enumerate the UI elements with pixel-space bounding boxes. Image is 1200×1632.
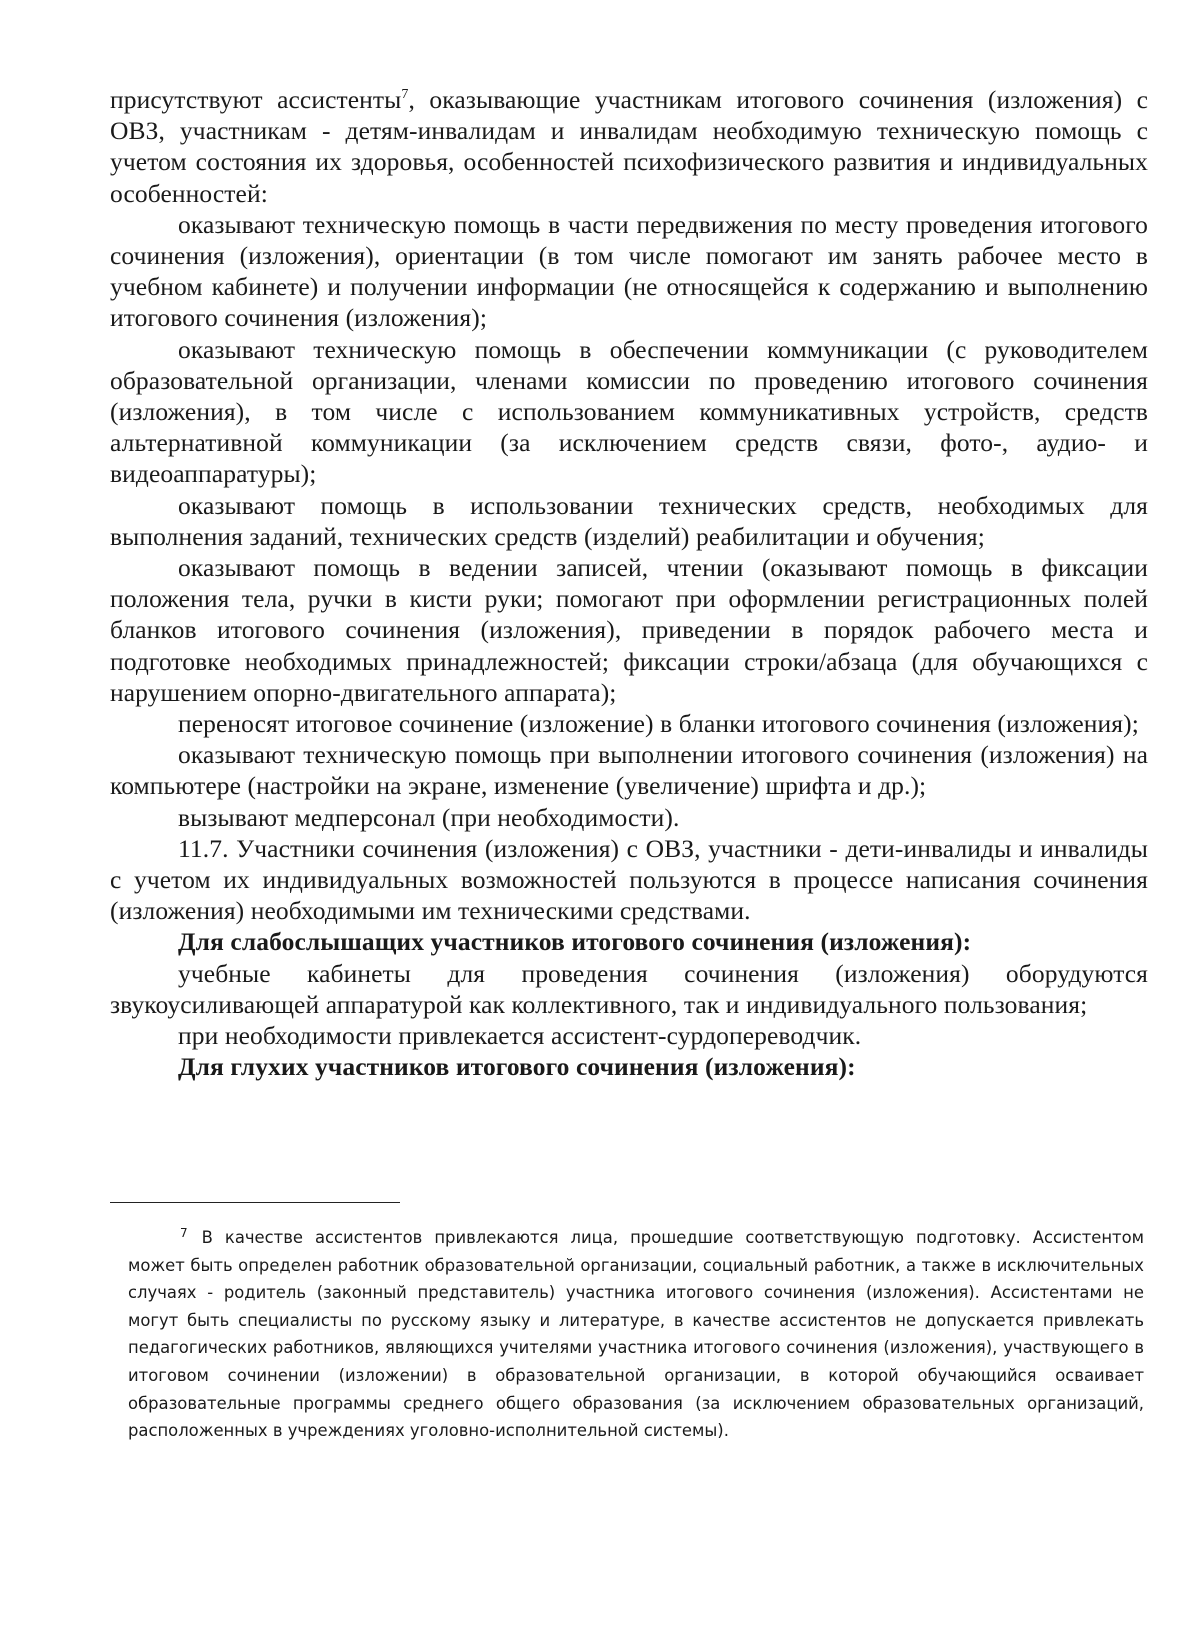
footnote-reference: 7	[401, 87, 409, 102]
paragraph-section-11-7: 11.7. Участники сочинения (изложения) с ОВЗ, участники - дети-инвалиды и инвалиды с учетом их индивидуальных возможностей пользуются в процессе написания сочинения (изложения) необходимыми им техническими средствами.	[110, 833, 1148, 926]
paragraph-transfer-essay: переносят итоговое сочинение (изложение) в бланки итогового сочинения (изложения);	[178, 709, 1139, 739]
footnote	[128, 1224, 1144, 1445]
document-body	[110, 84, 1148, 1083]
heading-hard-of-hearing: Для слабослышащих участников итогового сочинения (изложения):	[178, 927, 972, 957]
paragraph-assistants-intro	[110, 84, 1148, 209]
paragraph-text: , оказывающие участникам итогового сочинения (изложения) с ОВЗ, участникам - детям-инвалидам и инвалидам необходимую техническую помощь с учетом состояния их здоровья, особенностей психофизического развития и индивидуальных особенностей:	[110, 85, 1149, 208]
paragraph-medical-staff: вызывают медперсонал (при необходимости).	[178, 802, 680, 832]
paragraph-writing-help: оказывают помощь в ведении записей, чтении (оказывают помощь в фиксации положения тела, ручки в кисти руки; помогают при оформлении регистрационных полей бланков итогового сочинения (изложения), приведении в порядок рабочего места и подготовке необходимых принадлежностей; фиксации строки/абзаца (для обучающихся с нарушением опорно-двигательного аппарата);	[110, 553, 1148, 707]
heading-deaf-participants: Для глухих участников итогового сочинения (изложения):	[178, 1052, 856, 1082]
footnote-separator	[110, 1202, 400, 1203]
footnote-marker: 7	[180, 1226, 188, 1240]
paragraph-sound-equipment: учебные кабинеты для проведения сочинения (изложения) оборудуются звукоусиливающей аппаратурой как коллективного, так и индивидуального пользования;	[110, 958, 1148, 1019]
paragraph-movement-help: оказывают техническую помощь в части передвижения по месту проведения итогового сочинения (изложения), ориентации (в том числе помогают им занять рабочее место в учебном кабинете) и получении информации (не относящейся к содержанию и выполнению итогового сочинения (изложения);	[110, 209, 1148, 333]
paragraph-communication-help: оказывают техническую помощь в обеспечении коммуникации (с руководителем образовательной организации, членами комиссии по проведению итогового сочинения (изложения), в том числе с использованием коммуникативных устройств, средств альтернативной коммуникации (за исключением средств связи, фото-, аудио- и видеоаппаратуры);	[110, 334, 1148, 489]
paragraph-text: присутствуют ассистенты	[110, 85, 402, 114]
footnote-text: В качестве ассистентов привлекаются лица, прошедшие соответствующую подготовку. Ассистентом может быть определен работник образовательной организации, социальный работник, а также в исключительных случаях - родитель (законный представитель) участника итогового сочинения (изложения). Ассистентами не могут быть специалисты по русскому языку и литературе, в качестве ассистентов не допускается привлекать педагогических работников, являющихся учителями участника итогового сочинения (изложения), участвующего в итоговом сочинении (изложении) в образовательной организации, в которой обучающийся осваивает образовательные программы среднего общего образования (за исключением образовательных организаций, расположенных в учреждениях уголовно-исполнительной системы).	[128, 1228, 1144, 1441]
paragraph-sign-interpreter: при необходимости привлекается ассистент-сурдопереводчик.	[178, 1021, 862, 1051]
paragraph-computer-help: оказывают техническую помощь при выполнении итогового сочинения (изложения) на компьютере (настройки на экране, изменение (увеличение) шрифта и др.);	[110, 740, 1148, 801]
paragraph-technical-means-help: оказывают помощь в использовании технических средств, необходимых для выполнения заданий, технических средств (изделий) реабилитации и обучения;	[110, 490, 1148, 551]
